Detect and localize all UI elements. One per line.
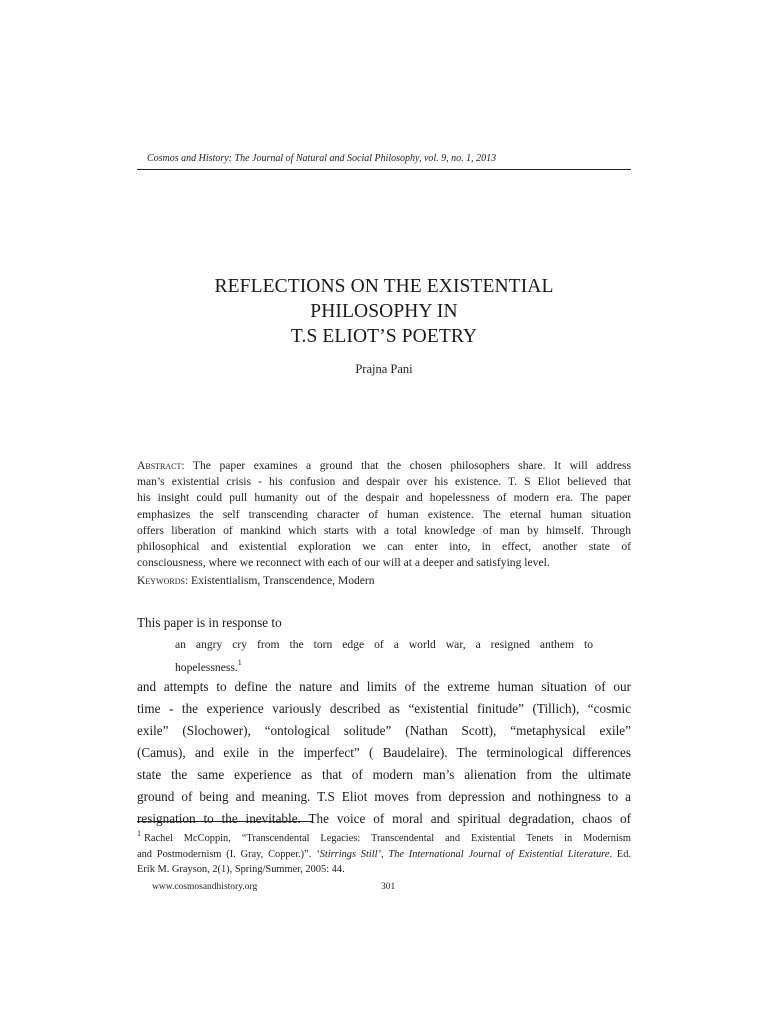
- keywords-label: Keywords: [137, 574, 185, 587]
- body-line: (Camus), and exile in the imperfect” ( Baudelaire). The terminological differences: [137, 745, 631, 760]
- body-line: resignation to the inevitable. The voice of moral and spiritual degradation, chaos of: [137, 811, 631, 826]
- author-name: Prajna Pani: [355, 362, 413, 376]
- body-line: ground of being and meaning. T.S Eliot moves from depression and nothingness to a: [137, 789, 631, 804]
- footnote-italic-title: ‘Stirrings Still’: [316, 848, 382, 860]
- footer-url[interactable]: www.cosmosandhistory.org: [152, 882, 258, 892]
- footnote-journal-title: The International Journal of Existential Literature: [388, 848, 610, 860]
- body-line: time - the experience variously described as “existential finitude” (Tillich), “cosmic: [137, 701, 631, 716]
- footnote: [137, 826, 631, 878]
- abstract-line: philosophical and existential exploration we can enter into, in effect, another state of: [137, 540, 631, 554]
- body-line: and attempts to define the nature and limits of the extreme human situation of our: [137, 679, 631, 694]
- title-line-3: T.S ELIOT’S POETRY: [290, 326, 478, 347]
- abstract-line: consciousness, where we reconnect with each of our will at a deeper and satisfying level.: [137, 556, 550, 570]
- abstract: [137, 458, 631, 571]
- intro-sentence: This paper is in response to: [137, 615, 282, 630]
- footnote-line: $^1$ Rachel McCoppin, “Transcendental Legacies: Transcendental and Existential Tenets in Modernism: [137, 829, 631, 844]
- abstract-line: offers liberation of mankind which starts with a total knowledge of man by himself. Through: [137, 523, 631, 537]
- quote-line: an angry cry from the torn edge of a world war, a resigned anthem to: [175, 638, 593, 651]
- paper-title: [137, 274, 631, 349]
- quote-line: hopelessness.$^1$: [175, 658, 242, 674]
- abstract-line: emphasizes the self transcending character of human existence. The eternal human situation: [137, 507, 631, 521]
- body-line: state the same experience as that of modern man’s alienation from the ultimate: [137, 767, 631, 782]
- header-rule: [137, 169, 631, 170]
- footnote-line: and Postmodernism (I. Gray, Copper.)”. ‘Stirrings Still’, The International Journal of Existential Literature. Ed.: [137, 848, 631, 860]
- running-head: Cosmos and History: The Journal of Natural and Social Philosophy, vol. 9, no. 1, 2013: [147, 153, 497, 164]
- body-text: [137, 676, 631, 830]
- abstract-line: Abstract: The paper examines a ground that the chosen philosophers share. It will address: [137, 459, 631, 472]
- abstract-line: man’s existential crisis - his confusion and despair over his existence. T. S Eliot believed that: [137, 475, 631, 489]
- body-line: exile” (Slochower), “ontological solitude” (Nathan Scott), “metaphysical exile”: [137, 723, 631, 738]
- block-quote: [175, 636, 593, 677]
- footnote-line: Erik M. Grayson, 2(1), Spring/Summer, 2005: 44.: [137, 864, 345, 875]
- abstract-line: his insight could pull humanity out of the despair and hopelessness of modern era. The paper: [137, 491, 631, 505]
- footnote-reference[interactable]: 1: [237, 658, 242, 667]
- title-line-1: REFLECTIONS ON THE EXISTENTIAL: [214, 276, 554, 297]
- title-line-2: PHILOSOPHY IN: [310, 301, 458, 322]
- footnote-marker: 1: [137, 829, 141, 838]
- footnote-rule: [137, 821, 313, 822]
- abstract-label: Abstract: [137, 459, 182, 472]
- keywords: [137, 573, 631, 589]
- page-number: 301: [381, 882, 396, 892]
- keywords-text: : Existentialism, Transcendence, Modern: [184, 574, 375, 587]
